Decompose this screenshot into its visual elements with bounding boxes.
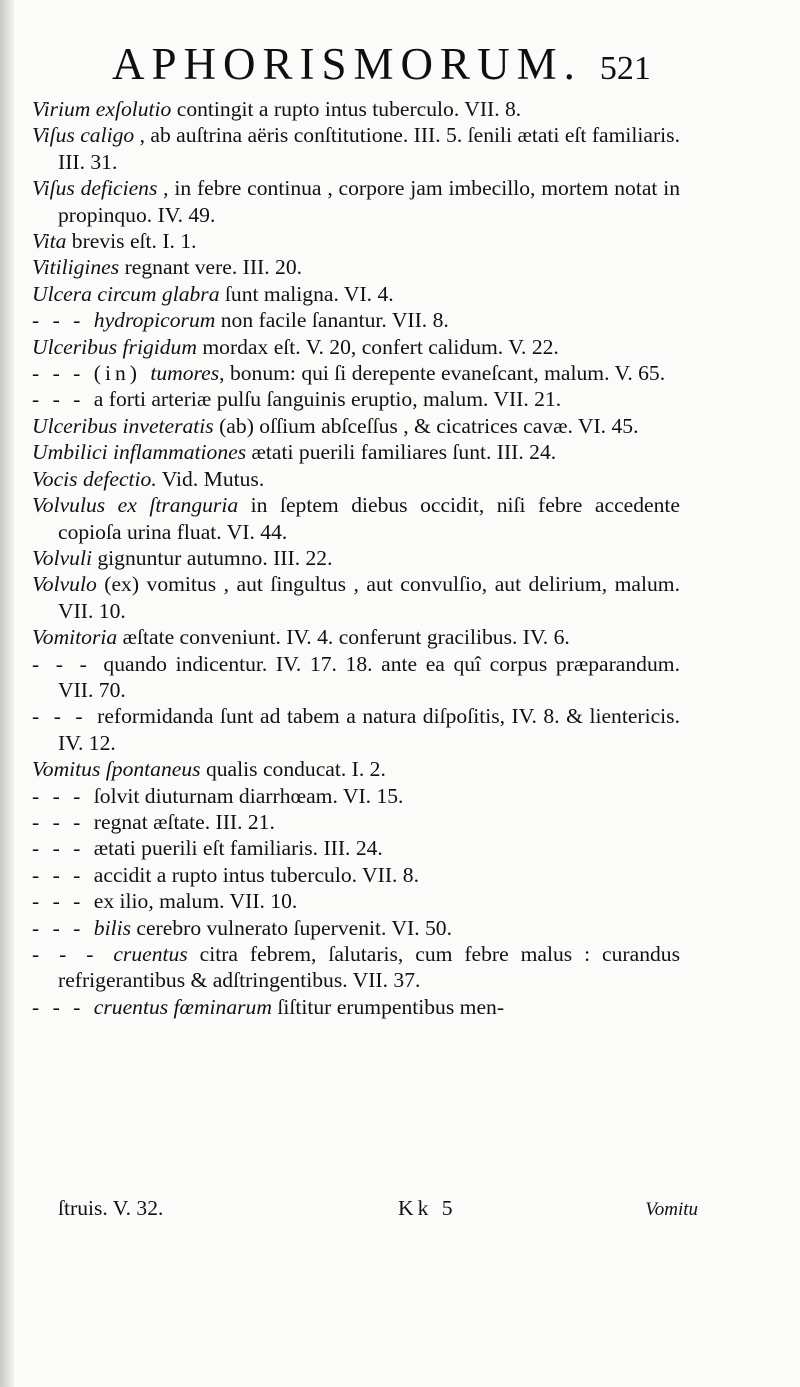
entry-term: Ulceribus inveteratis xyxy=(32,413,214,438)
entry-term: Viſus deficiens xyxy=(32,176,158,201)
entry-dash: - - - (in) xyxy=(32,361,151,386)
index-entry xyxy=(32,360,680,386)
index-entry xyxy=(32,413,680,439)
entry-text: regnat æſtate. III. 21. xyxy=(93,809,275,834)
entry-dash: - - - xyxy=(32,915,94,940)
index-entry xyxy=(32,888,680,914)
entry-term: Umbilici inflammationes xyxy=(32,440,247,465)
index-entry xyxy=(32,624,680,650)
entry-dash: - - - xyxy=(32,651,104,676)
entry-term: Vomitoria xyxy=(32,625,118,650)
entry-dash: - - - xyxy=(32,994,94,1019)
index-entry xyxy=(32,307,680,333)
index-entry xyxy=(32,254,680,280)
index-entry xyxy=(32,334,680,360)
catchword: Vomitu xyxy=(645,1199,698,1220)
entry-text: ex ilio, malum. VII. 10. xyxy=(93,889,298,914)
index-entry xyxy=(32,783,680,809)
index-entry xyxy=(32,545,680,571)
running-title: APHORISMORUM. xyxy=(112,39,582,89)
entry-term: Viſus caligo xyxy=(32,123,135,148)
entry-text: mordax eſt. V. 20, confert calidum. V. 22. xyxy=(196,334,559,359)
entry-text: qualis conducat. I. 2. xyxy=(200,757,386,782)
entry-text: cerebro vulnerato ſupervenit. VI. 50. xyxy=(130,915,452,940)
index-entry xyxy=(32,439,680,465)
entry-dash: - - - xyxy=(32,704,98,729)
entry-term: tumores xyxy=(150,361,220,386)
entry-term: Vocis defectio. xyxy=(32,466,157,491)
index-entry xyxy=(32,122,680,175)
entry-dash: - - - xyxy=(32,783,94,808)
entry-term: Vomitus ſpontaneus xyxy=(32,757,201,782)
entry-text: , in febre continua , corpore jam imbecillo, mortem notat in propinquo. IV. 49. xyxy=(58,176,681,227)
entry-term: cruentus xyxy=(113,942,188,966)
index-entry xyxy=(32,466,680,492)
index-entry xyxy=(32,386,680,412)
page-number: 521 xyxy=(599,50,651,87)
index-entry xyxy=(32,756,680,782)
entry-text: a forti arteriæ pulſu ſanguinis eruptio, malum. VII. 21. xyxy=(93,387,562,412)
entry-text: , bonum: qui ſi derepente evaneſcant, malum. V. 65. xyxy=(219,361,666,386)
entry-text: æſtate conveniunt. IV. 4. conferunt gracilibus. IV. 6. xyxy=(117,625,570,650)
entry-dash: - - - xyxy=(32,836,94,861)
entry-term: Virium exſolutio xyxy=(32,97,172,121)
entry-text: accidit a rupto intus tuberculo. VII. 8. xyxy=(93,862,420,887)
entry-term: Vitiligines xyxy=(32,255,120,280)
entry-term: Volvulo xyxy=(32,572,97,597)
entry-text: citra febrem, ſalutaris, cum febre malus : curandus refrigerantibus & adſtringentibus. VII. 37. xyxy=(58,942,680,993)
entry-term: Ulcera circum glabra xyxy=(32,281,220,306)
footer-continuation: ſtruis. V. 32. xyxy=(58,1196,164,1220)
entry-text: quando indicentur. IV. 17. 18. ante ea quî corpus præparandum. VII. 70. xyxy=(58,651,680,702)
entry-text: non facile ſanantur. VII. 8. xyxy=(215,308,449,333)
entry-text: , ab auſtrina aëris conſtitutione. III. 5. ſenili ætati eſt familiaris. III. 31. xyxy=(58,123,680,174)
index-entry xyxy=(32,994,680,1020)
entry-term: cruentus fœminarum xyxy=(93,994,272,1019)
entry-term: hydropicorum xyxy=(93,308,216,333)
entry-text: ſunt maligna. VI. 4. xyxy=(219,281,394,306)
entry-text: (ab) oſſium abſceſſus , & cicatrices cavæ. VI. 45. xyxy=(213,413,639,438)
index-entry xyxy=(32,915,680,941)
index-entry xyxy=(32,175,680,228)
entry-term: Ulceribus frigidum xyxy=(32,334,197,359)
index-entry xyxy=(32,809,680,835)
entry-term: Vita xyxy=(32,229,67,254)
index-entry xyxy=(32,281,680,307)
entry-text: in ſeptem diebus occidit, niſi febre accedente copioſa urina fluat. VI. 44. xyxy=(58,493,680,544)
entry-text: reformidanda ſunt ad tabem a natura diſpoſitis, IV. 8. & lientericis. IV. 12. xyxy=(58,704,680,755)
entry-term: bilis xyxy=(93,915,131,940)
page-footer xyxy=(58,1196,698,1226)
entry-text: ſolvit diuturnam diarrhœam. VI. 15. xyxy=(93,783,404,808)
entry-text: regnant vere. III. 20. xyxy=(119,255,303,280)
entry-text: gignuntur autumno. III. 22. xyxy=(91,545,333,570)
entry-dash: - - - xyxy=(32,942,114,966)
entry-text: contingit a rupto intus tuberculo. VII. 8. xyxy=(171,97,522,121)
entry-text: ætati puerili eſt familiaris. III. 24. xyxy=(93,836,383,861)
entry-text: (ex) vomitus , aut ſingultus , aut convulſio, aut delirium, malum. VII. 10. xyxy=(58,572,680,623)
entry-dash: - - - xyxy=(32,387,94,412)
index-entry xyxy=(32,228,680,254)
page-header xyxy=(112,38,684,94)
index-entry xyxy=(32,96,680,122)
entry-text: brevis eſt. I. 1. xyxy=(66,229,197,254)
index-entries xyxy=(32,96,680,1020)
entry-term: Volvuli xyxy=(32,545,92,570)
page-edge-shadow xyxy=(0,0,14,1387)
index-entry xyxy=(32,651,680,704)
index-entry xyxy=(32,862,680,888)
entry-dash: - - - xyxy=(32,862,94,887)
index-entry xyxy=(32,571,680,624)
index-entry xyxy=(32,703,680,756)
index-entry xyxy=(32,941,680,994)
entry-dash: - - - xyxy=(32,809,94,834)
index-entry xyxy=(32,492,680,545)
entry-dash: - - - xyxy=(32,889,94,914)
entry-text: Vid. Mutus. xyxy=(156,466,265,491)
signature-mark: Kk 5 xyxy=(398,1196,457,1220)
entry-text: ætati puerili familiares ſunt. III. 24. xyxy=(246,440,557,465)
entry-dash: - - - xyxy=(32,308,94,333)
entry-text: ſiſtitur erumpentibus men- xyxy=(271,994,505,1019)
entry-term: Volvulus ex ſtranguria xyxy=(32,493,239,518)
index-entry xyxy=(32,835,680,861)
